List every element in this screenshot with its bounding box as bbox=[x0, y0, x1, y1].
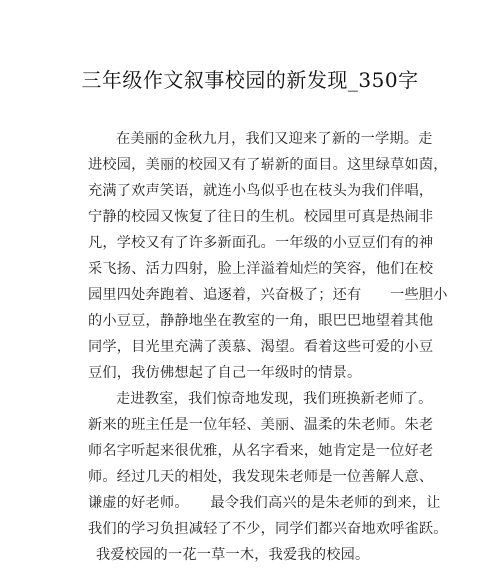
paragraph-line: 走进教室，我们惊奇地发现，我们班换新老师了。 bbox=[116, 391, 433, 407]
paragraph-line: 师。经过几天的相处，我发现朱老师是一位善解人意、 bbox=[88, 469, 434, 485]
paragraph-line: 进校园，美丽的校园又有了崭新的面目。这里绿草如茵， bbox=[88, 157, 448, 173]
paragraph-line: 采飞扬、活力四射，脸上洋溢着灿烂的笑容，他们在校 bbox=[88, 261, 434, 277]
paragraph-line: 凡，学校又有了许多新面孔。一年级的小豆豆们有的神 bbox=[88, 235, 434, 251]
paragraph-line: 的小豆豆，静静地坐在教室的一角，眼巴巴地望着其他 bbox=[88, 313, 434, 329]
paragraph-line: 宁静的校园又恢复了往日的生机。校园里可真是热闹非 bbox=[88, 209, 434, 225]
page-title: 三年级作文叙事校园的新发现_350字 bbox=[81, 68, 419, 92]
paragraph-line: 在美丽的金秋九月，我们又迎来了新的一学期。走 bbox=[116, 131, 433, 147]
paragraph-line: 谦虚的好老师。 最令我们高兴的是朱老师的到来，让 bbox=[88, 495, 441, 511]
paragraph-line: 豆们，我仿佛想起了自己一年级时的情景。 bbox=[88, 365, 362, 381]
paragraph-line: 师名字听起来很优雅，从名字看来，她肯定是一位好老 bbox=[88, 443, 434, 459]
paragraph-line: 同学，目光里充满了羡慕、渴望。看着这些可爱的小豆 bbox=[88, 339, 434, 355]
paragraph-line: 新来的班主任是一位年轻、美丽、温柔的朱老师。朱老 bbox=[88, 417, 434, 433]
paragraph-line: 我们的学习负担减轻了不少，同学们都兴奋地欢呼雀跃。 bbox=[88, 521, 448, 537]
paragraph-line: 园里四处奔跑着、追逐着，兴奋极了；还有 一些胆小 bbox=[88, 287, 448, 303]
article-body bbox=[88, 126, 448, 568]
paragraph-line: 充满了欢声笑语，就连小鸟似乎也在枝头为我们伴唱， bbox=[88, 183, 434, 199]
paragraph-line: 我爱校园的一花一草一木，我爱我的校园。 bbox=[96, 547, 370, 563]
